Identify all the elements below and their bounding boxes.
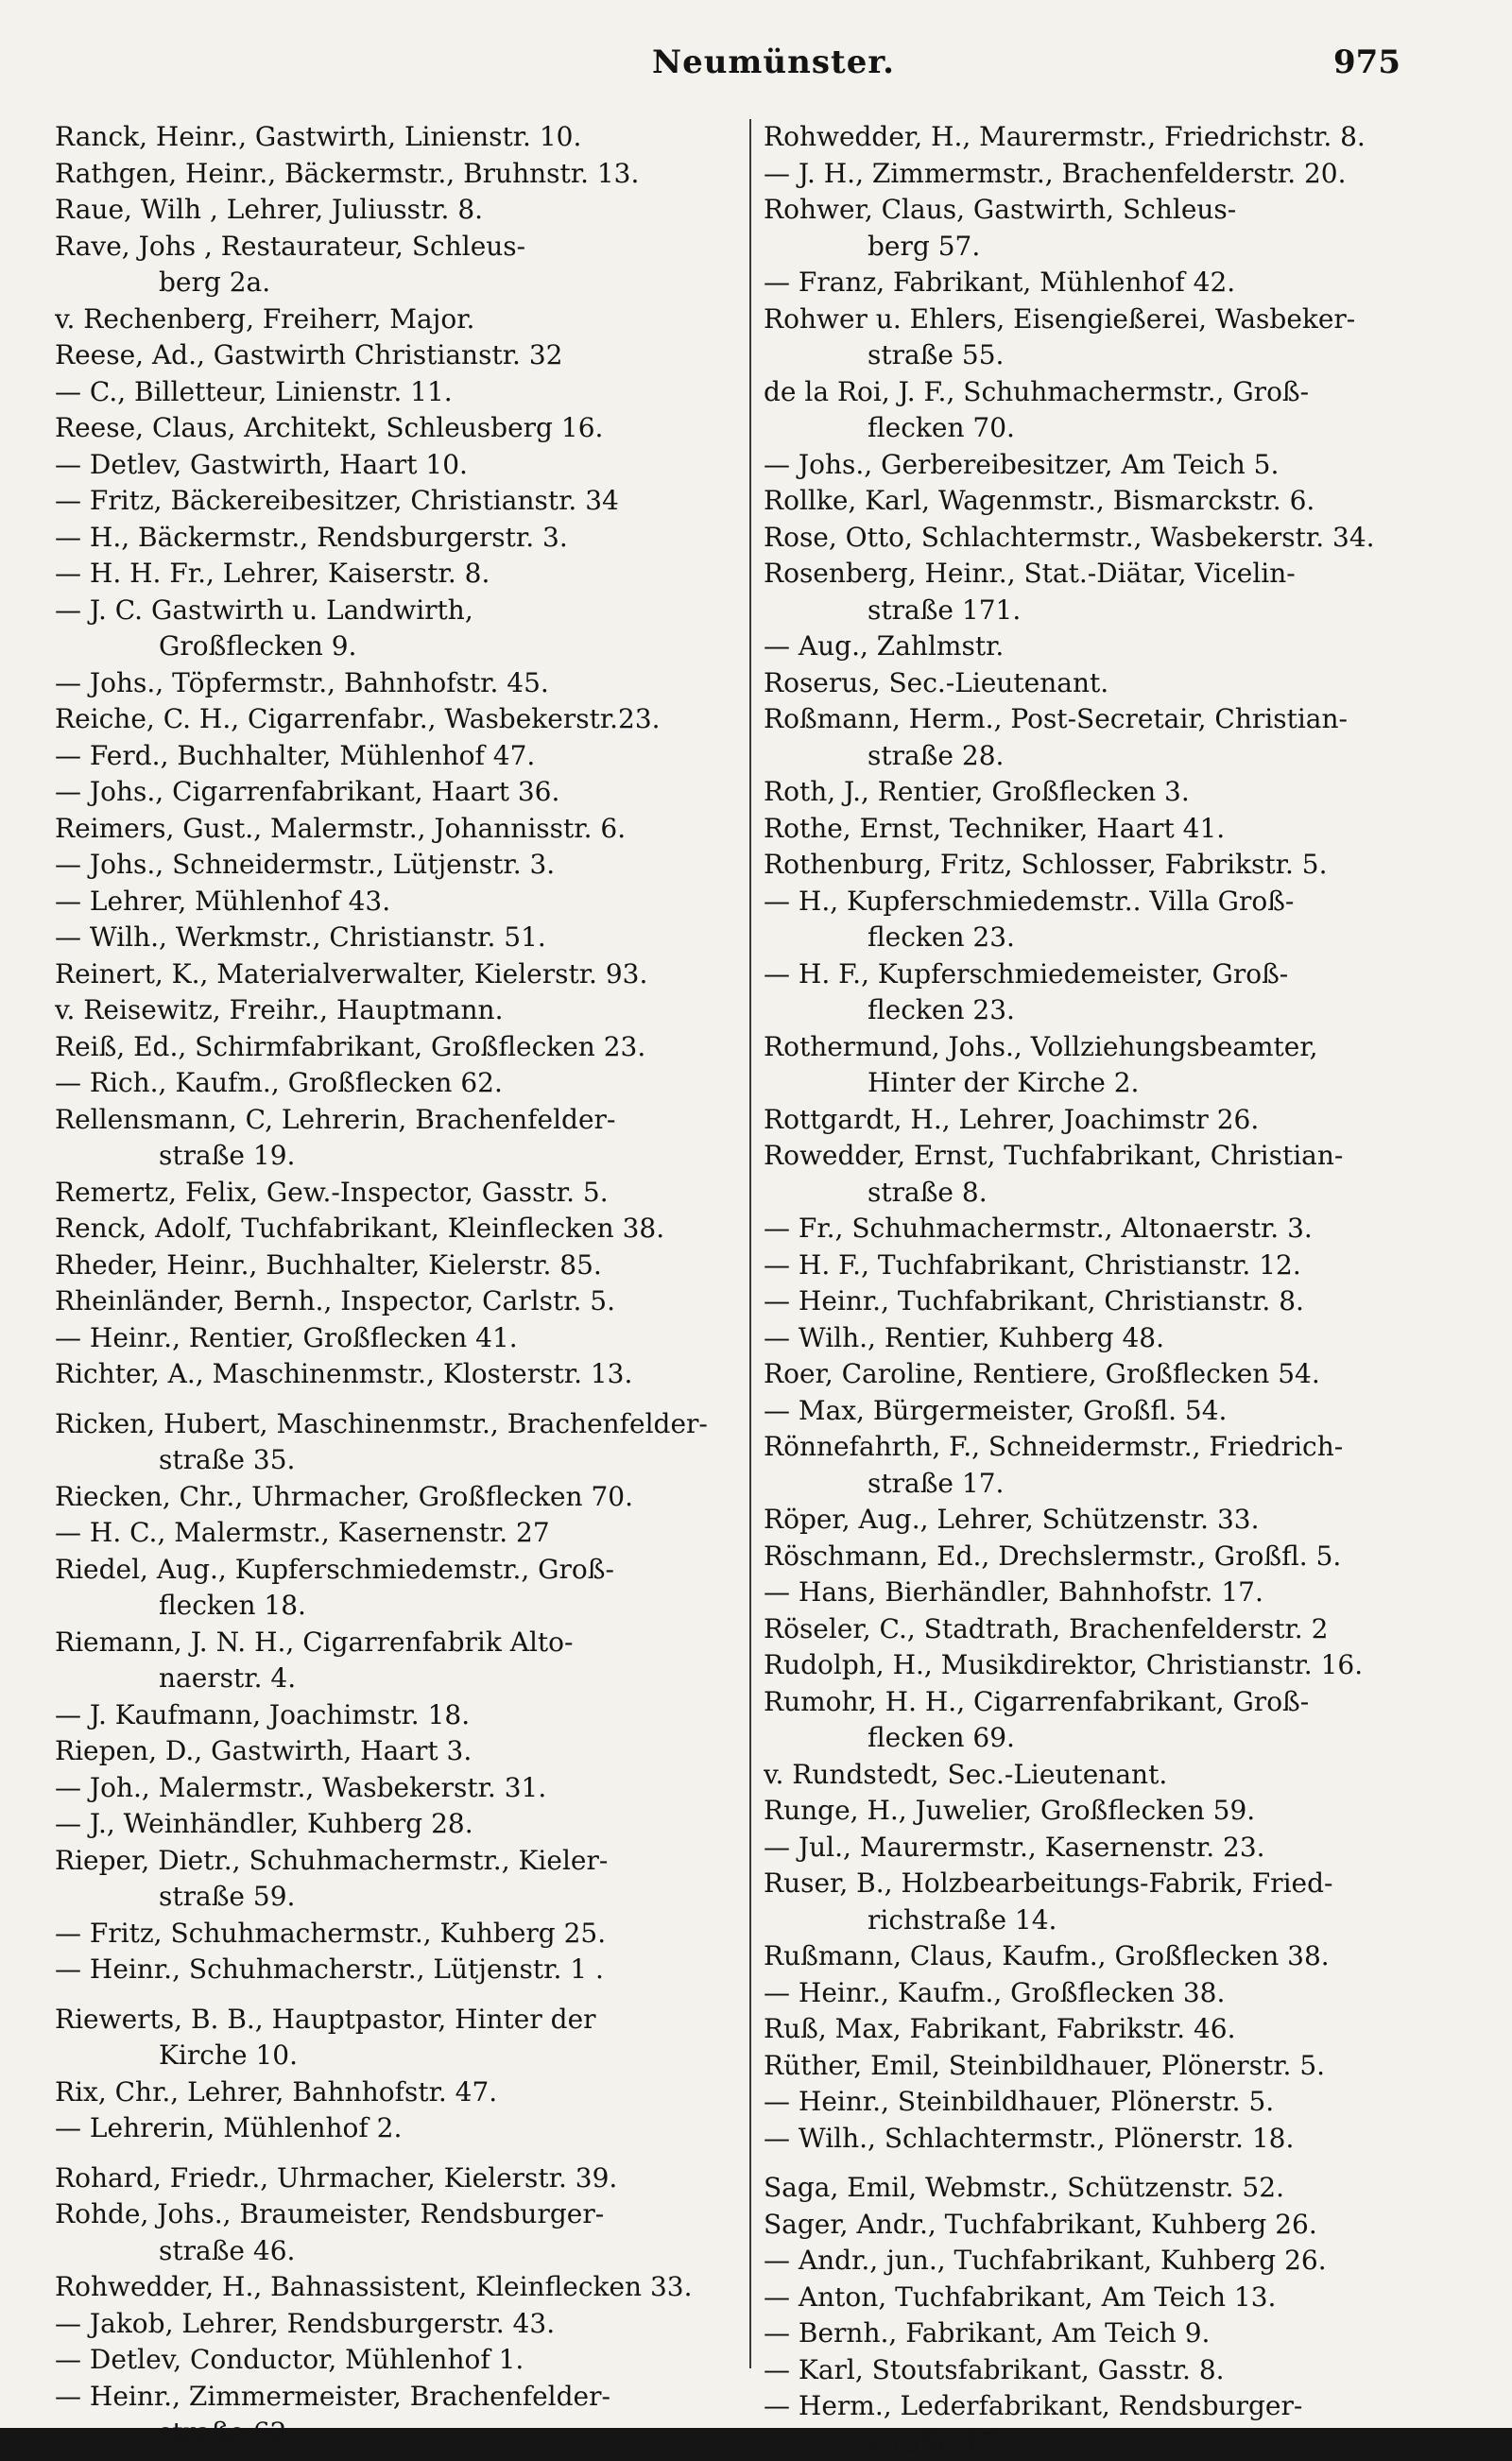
directory-entry-line: Runge, H., Juwelier, Großflecken 59. bbox=[764, 1793, 1425, 1830]
directory-entry-line: — C., Billetteur, Linienstr. 11. bbox=[55, 374, 716, 411]
page-header bbox=[0, 43, 1512, 100]
directory-entry-line: — Aug., Zahlmstr. bbox=[764, 628, 1425, 665]
directory-entry-line: Roer, Caroline, Rentiere, Großflecken 54. bbox=[764, 1356, 1425, 1393]
directory-entry-line: — H. F., Tuchfabrikant, Christianstr. 12. bbox=[764, 1248, 1425, 1284]
column-divider bbox=[749, 119, 751, 2368]
directory-entry-line: — Wilh., Rentier, Kuhberg 48. bbox=[764, 1320, 1425, 1357]
directory-entry-line: Roßmann, Herm., Post-Secretair, Christian- bbox=[764, 701, 1425, 738]
directory-entry-line: Rohwer u. Ehlers, Eisengießerei, Wasbeker- bbox=[764, 301, 1425, 338]
directory-entry-line: — Herm., Lederfabrikant, Rendsburger- bbox=[764, 2388, 1425, 2425]
directory-entry-line: Richter, A., Maschinenmstr., Klosterstr. 13. bbox=[55, 1356, 716, 1393]
directory-entry-line: v. Rechenberg, Freiherr, Major. bbox=[55, 301, 716, 338]
directory-entry-line: naerstr. 4. bbox=[55, 1661, 716, 1697]
directory-entry-line: Roth, J., Rentier, Großflecken 3. bbox=[764, 774, 1425, 811]
directory-entry-line: Rohwedder, H., Maurermstr., Friedrichstr. 8. bbox=[764, 119, 1425, 156]
directory-entry-line: straße 59. bbox=[55, 1879, 716, 1916]
left-column bbox=[55, 119, 716, 2452]
directory-entry-line: Rix, Chr., Lehrer, Bahnhofstr. 47. bbox=[55, 2074, 716, 2111]
directory-entry-line: straße 62. bbox=[55, 2415, 716, 2452]
directory-entry-line: Roserus, Sec.-Lieutenant. bbox=[764, 665, 1425, 702]
directory-entry-line: — Heinr., Kaufm., Großflecken 38. bbox=[764, 1975, 1425, 2012]
directory-entry-line: straße 55. bbox=[764, 337, 1425, 374]
directory-entry-line: — H., Bäckermstr., Rendsburgerstr. 3. bbox=[55, 520, 716, 557]
directory-entry-line: Riewerts, B. B., Hauptpastor, Hinter der bbox=[55, 1988, 716, 2039]
directory-entry-line: Ruß, Max, Fabrikant, Fabrikstr. 46. bbox=[764, 2011, 1425, 2048]
directory-entry-line: Rothermund, Johs., Vollziehungsbeamter, bbox=[764, 1029, 1425, 1066]
directory-entry-line: Rönnefahrth, F., Schneidermstr., Friedrich- bbox=[764, 1429, 1425, 1466]
page-number: 975 bbox=[1333, 43, 1400, 81]
directory-entry-line: — H. H. Fr., Lehrer, Kaiserstr. 8. bbox=[55, 556, 716, 593]
directory-entry-line: — J. H., Zimmermstr., Brachenfelderstr. 20. bbox=[764, 156, 1425, 193]
directory-entry-line: — Heinr., Schuhmacherstr., Lütjenstr. 1 . bbox=[55, 1952, 716, 1988]
directory-entry-line: — Detlev, Gastwirth, Haart 10. bbox=[55, 447, 716, 484]
directory-entry-line: Rowedder, Ernst, Tuchfabrikant, Christian- bbox=[764, 1138, 1425, 1175]
directory-entry-line: — Johs., Cigarrenfabrikant, Haart 36. bbox=[55, 774, 716, 811]
directory-entry-line: Rellensmann, C, Lehrerin, Brachenfelder- bbox=[55, 1102, 716, 1139]
directory-entry-line: Rohde, Johs., Braumeister, Rendsburger- bbox=[55, 2196, 716, 2233]
directory-entry-line: Riecken, Chr., Uhrmacher, Großflecken 70. bbox=[55, 1479, 716, 1516]
directory-entry-line: Rieper, Dietr., Schuhmachermstr., Kieler- bbox=[55, 1843, 716, 1880]
directory-entry-line: Rheinländer, Bernh., Inspector, Carlstr. 5. bbox=[55, 1283, 716, 1320]
directory-entry-line: Kirche 10. bbox=[55, 2038, 716, 2074]
directory-entry-line: Remertz, Felix, Gew.-Inspector, Gasstr. 5. bbox=[55, 1175, 716, 1212]
directory-entry-line: — Johs., Töpfermstr., Bahnhofstr. 45. bbox=[55, 665, 716, 702]
directory-entry-line: Rosenberg, Heinr., Stat.-Diätar, Vicelin- bbox=[764, 556, 1425, 593]
directory-entry-line: Saga, Emil, Webmstr., Schützenstr. 52. bbox=[764, 2157, 1425, 2207]
directory-entry-line: Sager, Andr., Tuchfabrikant, Kuhberg 26. bbox=[764, 2207, 1425, 2244]
directory-entry-line: Rollke, Karl, Wagenmstr., Bismarckstr. 6. bbox=[764, 483, 1425, 520]
directory-entry-line: Rohwedder, H., Bahnassistent, Kleinflecken 33. bbox=[55, 2269, 716, 2306]
directory-entry-line: — Max, Bürgermeister, Großfl. 54. bbox=[764, 1393, 1425, 1430]
directory-entry-line: v. Reisewitz, Freihr., Hauptmann. bbox=[55, 992, 716, 1029]
directory-entry-line: Röseler, C., Stadtrath, Brachenfelderstr. 2 bbox=[764, 1611, 1425, 1648]
directory-entry-line: — J. C. Gastwirth u. Landwirth, bbox=[55, 593, 716, 629]
directory-entry-line: — Rich., Kaufm., Großflecken 62. bbox=[55, 1065, 716, 1102]
directory-entry-line: Rudolph, H., Musikdirektor, Christianstr. 16. bbox=[764, 1647, 1425, 1684]
directory-entry-line: Großflecken 9. bbox=[55, 628, 716, 665]
directory-entry-line: Rothe, Ernst, Techniker, Haart 41. bbox=[764, 811, 1425, 848]
directory-entry-line: Rose, Otto, Schlachtermstr., Wasbekerstr. 34. bbox=[764, 520, 1425, 557]
directory-entry-line: — Andr., jun., Tuchfabrikant, Kuhberg 26. bbox=[764, 2243, 1425, 2280]
directory-entry-line: Rothenburg, Fritz, Schlosser, Fabrikstr. 5. bbox=[764, 847, 1425, 884]
directory-entry-line: Reiche, C. H., Cigarrenfabr., Wasbekerstr.23. bbox=[55, 701, 716, 738]
directory-entry-line: — Johs., Gerbereibesitzer, Am Teich 5. bbox=[764, 447, 1425, 484]
directory-entry-line: — Joh., Malermstr., Wasbekerstr. 31. bbox=[55, 1770, 716, 1807]
directory-entry-line: — Karl, Stoutsfabrikant, Gasstr. 8. bbox=[764, 2352, 1425, 2389]
directory-entry-line: straße 28. bbox=[764, 738, 1425, 775]
directory-entry-line: — J. Kaufmann, Joachimstr. 18. bbox=[55, 1697, 716, 1734]
running-head: Neumünster. bbox=[652, 43, 895, 81]
directory-entry-line: — H. C., Malermstr., Kasernenstr. 27 bbox=[55, 1515, 716, 1552]
directory-entry-line: Röschmann, Ed., Drechslermstr., Großfl. 5. bbox=[764, 1539, 1425, 1575]
directory-entry-line: flecken 23. bbox=[764, 992, 1425, 1029]
directory-entry-line: — Hans, Bierhändler, Bahnhofstr. 17. bbox=[764, 1575, 1425, 1611]
directory-entry-line: — Anton, Tuchfabrikant, Am Teich 13. bbox=[764, 2280, 1425, 2316]
directory-entry-line: — Franz, Fabrikant, Mühlenhof 42. bbox=[764, 265, 1425, 301]
directory-entry-line: Ruser, B., Holzbearbeitungs-Fabrik, Fried- bbox=[764, 1866, 1425, 1902]
directory-entry-line: Reinert, K., Materialverwalter, Kielerstr. 93. bbox=[55, 956, 716, 993]
directory-entry-line: flecken 69. bbox=[764, 1720, 1425, 1757]
directory-entry-line: straße 46. bbox=[55, 2233, 716, 2270]
directory-entry-line: Rohard, Friedr., Uhrmacher, Kielerstr. 39. bbox=[55, 2147, 716, 2197]
directory-entry-line: straße 8. bbox=[764, 1175, 1425, 1212]
directory-entry-line: — Heinr., Tuchfabrikant, Christianstr. 8. bbox=[764, 1283, 1425, 1320]
directory-entry-line: — J., Weinhändler, Kuhberg 28. bbox=[55, 1806, 716, 1843]
directory-entry-line: Rüther, Emil, Steinbildhauer, Plönerstr. 5. bbox=[764, 2048, 1425, 2085]
directory-entry-line: flecken 70. bbox=[764, 410, 1425, 447]
directory-entry-line: — Fritz, Bäckereibesitzer, Christianstr. 34 bbox=[55, 483, 716, 520]
directory-entry-line: Rohwer, Claus, Gastwirth, Schleus- bbox=[764, 192, 1425, 229]
directory-entry-line: berg 57. bbox=[764, 229, 1425, 266]
directory-entry-line: Hinter der Kirche 2. bbox=[764, 1065, 1425, 1102]
directory-entry-line: Reimers, Gust., Malermstr., Johannisstr. 6. bbox=[55, 811, 716, 848]
directory-entry-line: — Heinr., Zimmermeister, Brachenfelder- bbox=[55, 2379, 716, 2416]
directory-entry-line: straße 17. bbox=[764, 1466, 1425, 1503]
directory-entry-line: — Heinr., Rentier, Großflecken 41. bbox=[55, 1320, 716, 1357]
directory-entry-line: v. Rundstedt, Sec.-Lieutenant. bbox=[764, 1757, 1425, 1794]
directory-entry-line: — Ferd., Buchhalter, Mühlenhof 47. bbox=[55, 738, 716, 775]
directory-entry-line: — Heinr., Steinbildhauer, Plönerstr. 5. bbox=[764, 2084, 1425, 2121]
directory-entry-line: straße 35. bbox=[55, 1442, 716, 1479]
directory-entry-line: Rheder, Heinr., Buchhalter, Kielerstr. 85. bbox=[55, 1248, 716, 1284]
directory-entry-line: — Detlev, Conductor, Mühlenhof 1. bbox=[55, 2342, 716, 2379]
directory-entry-line: straße 19. bbox=[55, 1138, 716, 1175]
directory-entry-line: — Jakob, Lehrer, Rendsburgerstr. 43. bbox=[55, 2306, 716, 2343]
directory-entry-line: Ricken, Hubert, Maschinenmstr., Brachenfelder- bbox=[55, 1393, 716, 1443]
directory-entry-line: Ranck, Heinr., Gastwirth, Linienstr. 10. bbox=[55, 119, 716, 156]
directory-entry-line: Reese, Ad., Gastwirth Christianstr. 32 bbox=[55, 337, 716, 374]
directory-entry-line: — H., Kupferschmiedemstr.. Villa Groß- bbox=[764, 884, 1425, 921]
directory-entry-line: Reese, Claus, Architekt, Schleusberg 16. bbox=[55, 410, 716, 447]
directory-entry-line: Röper, Aug., Lehrer, Schützenstr. 33. bbox=[764, 1502, 1425, 1539]
directory-entry-line: Renck, Adolf, Tuchfabrikant, Kleinflecken 38. bbox=[55, 1211, 716, 1248]
directory-entry-line: straße 171. bbox=[764, 593, 1425, 629]
directory-entry-line: — Jul., Maurermstr., Kasernenstr. 23. bbox=[764, 1830, 1425, 1867]
directory-entry-line: Rumohr, H. H., Cigarrenfabrikant, Groß- bbox=[764, 1684, 1425, 1721]
directory-entry-line: — H. F., Kupferschmiedemeister, Groß- bbox=[764, 956, 1425, 993]
directory-entry-line: Raue, Wilh , Lehrer, Juliusstr. 8. bbox=[55, 192, 716, 229]
directory-entry-line: flecken 18. bbox=[55, 1588, 716, 1625]
directory-entry-line: Rathgen, Heinr., Bäckermstr., Bruhnstr. 13. bbox=[55, 156, 716, 193]
directory-entry-line: — Wilh., Werkmstr., Christianstr. 51. bbox=[55, 920, 716, 956]
directory-entry-line: Rottgardt, H., Lehrer, Joachimstr 26. bbox=[764, 1102, 1425, 1139]
directory-entry-line: de la Roi, J. F., Schuhmachermstr., Groß- bbox=[764, 374, 1425, 411]
directory-entry-line: Riedel, Aug., Kupferschmiedemstr., Groß- bbox=[55, 1552, 716, 1589]
directory-entry-line: Riepen, D., Gastwirth, Haart 3. bbox=[55, 1733, 716, 1770]
directory-entry-line: — Bernh., Fabrikant, Am Teich 9. bbox=[764, 2315, 1425, 2352]
directory-entry-line: — Fritz, Schuhmachermstr., Kuhberg 25. bbox=[55, 1916, 716, 1953]
directory-entry-line: — Fr., Schuhmachermstr., Altonaerstr. 3. bbox=[764, 1211, 1425, 1248]
directory-entry-line: straße 17. bbox=[764, 2425, 1425, 2461]
directory-entry-line: Riemann, J. N. H., Cigarrenfabrik Alto- bbox=[55, 1625, 716, 1661]
directory-entry-line: — Lehrer, Mühlenhof 43. bbox=[55, 884, 716, 921]
right-column bbox=[764, 119, 1425, 2461]
directory-entry-line: berg 2a. bbox=[55, 265, 716, 301]
directory-entry-line: richstraße 14. bbox=[764, 1902, 1425, 1939]
directory-entry-line: Rußmann, Claus, Kaufm., Großflecken 38. bbox=[764, 1938, 1425, 1975]
directory-entry-line: Rave, Johs , Restaurateur, Schleus- bbox=[55, 229, 716, 266]
directory-entry-line: flecken 23. bbox=[764, 920, 1425, 956]
directory-entry-line: — Lehrerin, Mühlenhof 2. bbox=[55, 2110, 716, 2147]
directory-entry-line: — Wilh., Schlachtermstr., Plönerstr. 18. bbox=[764, 2121, 1425, 2158]
directory-entry-line: Reiß, Ed., Schirmfabrikant, Großflecken 23. bbox=[55, 1029, 716, 1066]
directory-entry-line: — Johs., Schneidermstr., Lütjenstr. 3. bbox=[55, 847, 716, 884]
